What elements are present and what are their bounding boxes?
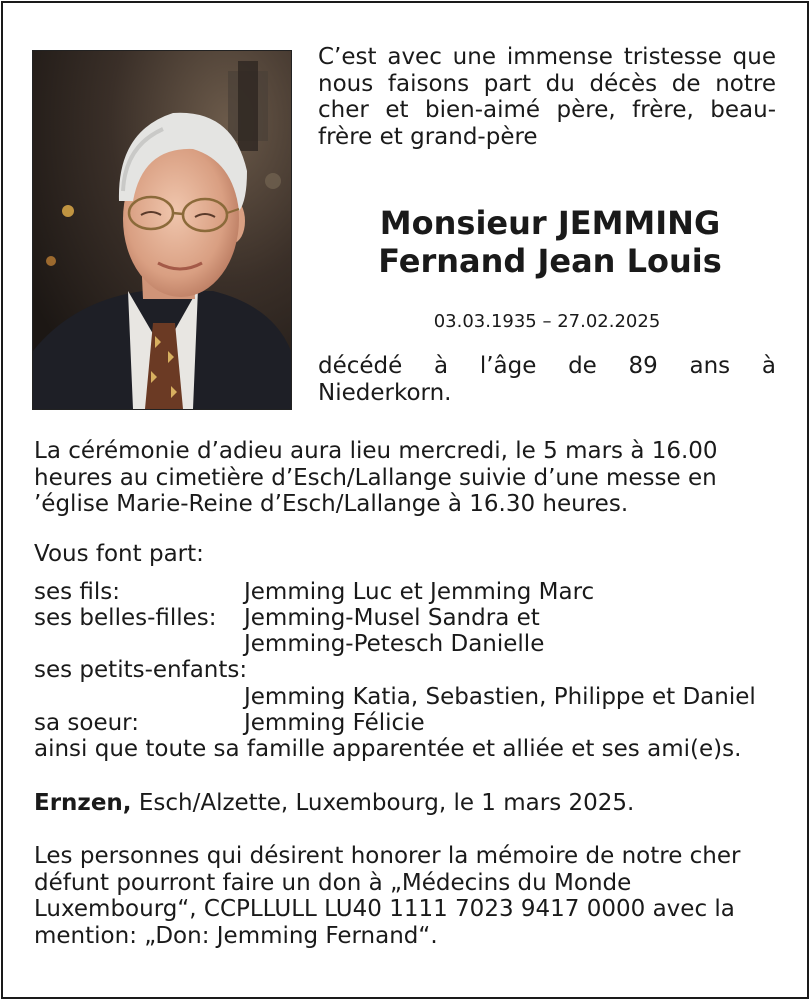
deceased-line-2: Niederkorn. xyxy=(318,379,452,406)
sister-name: Jemming Félicie xyxy=(244,710,425,736)
word: l’âge xyxy=(479,353,537,379)
grandchildren-label: ses petits-enfants: xyxy=(34,657,248,683)
deceased-line-1 xyxy=(318,353,776,380)
life-dates: 03.03.1935 – 27.02.2025 xyxy=(433,311,661,332)
signoff-line xyxy=(34,790,784,817)
word: 89 xyxy=(628,353,658,379)
donation-line: mention: „Don: Jemming Fernand“. xyxy=(34,922,438,949)
word: à xyxy=(761,353,776,379)
word: décédé xyxy=(318,353,403,379)
word: à xyxy=(434,353,449,379)
sons-label: ses fils: xyxy=(34,579,121,605)
donation-line: Les personnes qui désirent honorer la mémoire de notre cher xyxy=(34,843,741,869)
intro-line: cher et bien-aimé père, frère, beau- xyxy=(318,97,776,123)
family-intro: Vous font part: xyxy=(34,541,204,567)
signoff-rest: Esch/Alzette, Luxembourg, le 1 mars 2025. xyxy=(131,790,635,816)
ceremony-line: ’église Marie-Reine d’Esch/Lallange à 16.30 heures. xyxy=(34,491,629,517)
ceremony-line: La cérémonie d’adieu aura lieu mercredi, le 5 mars à 16.00 xyxy=(34,438,718,464)
deceased-statement xyxy=(318,353,776,406)
daughters-in-law-names: Jemming-Musel Sandra et xyxy=(244,605,540,631)
deceased-name xyxy=(300,204,800,280)
sons-names: Jemming Luc et Jemming Marc xyxy=(244,579,595,605)
donation-line: défunt pourront faire un don à „Médecins du Monde xyxy=(34,869,632,896)
daughters-in-law-names-2: Jemming-Petesch Danielle xyxy=(244,631,545,657)
grandchildren-names: Jemming Katia, Sebastien, Philippe et Daniel xyxy=(244,684,756,710)
portrait-illustration xyxy=(33,51,291,409)
daughters-in-law-label: ses belles-filles: xyxy=(34,605,217,631)
word: ans xyxy=(689,353,731,379)
ceremony-paragraph xyxy=(34,438,784,518)
family-closing-text: ainsi que toute sa famille apparentée et alliée et ses ami(e)s. xyxy=(34,736,742,762)
word: de xyxy=(568,353,597,379)
ceremony-line: heures au cimetière d’Esch/Lallange suivie d’une messe en xyxy=(34,464,717,491)
donation-line: Luxembourg“, CCPLLULL LU40 1111 7023 9417 0000 avec la xyxy=(34,896,735,922)
name-line-1: Monsieur JEMMING xyxy=(379,204,721,242)
intro-line: C’est avec une immense tristesse que xyxy=(318,44,776,70)
intro-paragraph xyxy=(318,44,776,150)
signoff-place: Ernzen, xyxy=(34,790,132,816)
intro-line: nous faisons part du décès de notre xyxy=(318,70,776,97)
sister-label: sa soeur: xyxy=(34,710,139,736)
intro-line: frère et grand-père xyxy=(318,123,538,150)
name-line-2: Fernand Jean Louis xyxy=(378,242,722,280)
donation-paragraph xyxy=(34,843,780,949)
portrait-photo xyxy=(32,50,292,410)
